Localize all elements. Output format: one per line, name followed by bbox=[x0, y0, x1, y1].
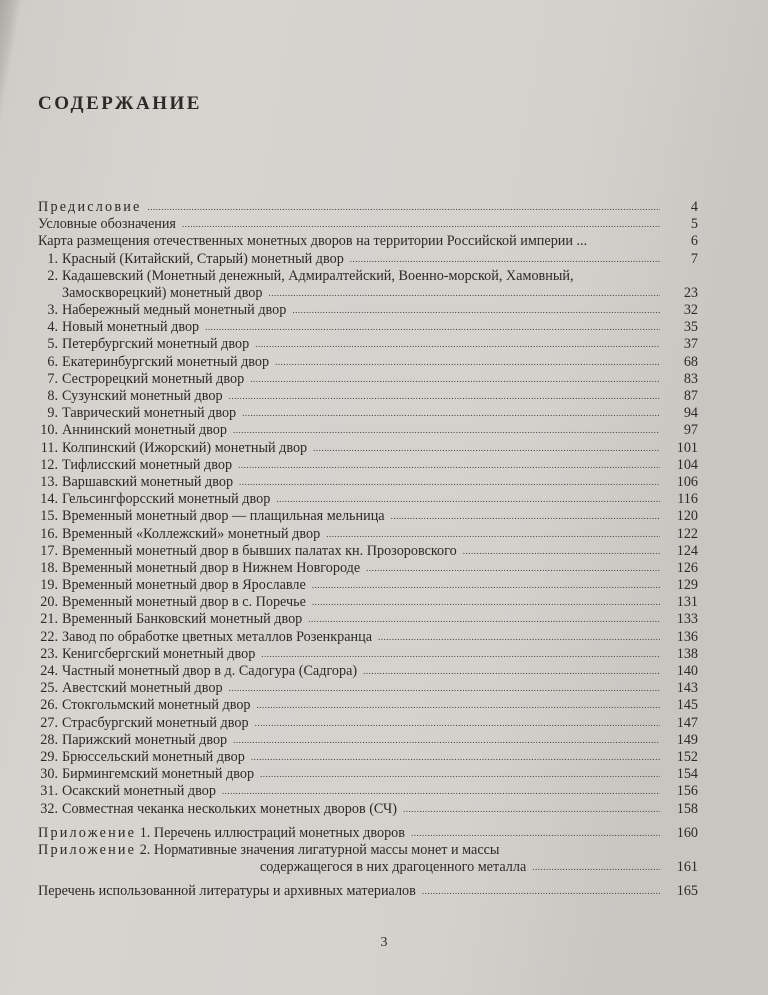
entry-title: Авестский монетный двор bbox=[62, 680, 223, 697]
leader-dots bbox=[312, 594, 660, 611]
toc-entry bbox=[38, 319, 698, 336]
entry-title: Осакский монетный двор bbox=[62, 783, 216, 800]
entry-page: 140 bbox=[676, 663, 698, 680]
leader-dots bbox=[268, 285, 660, 302]
toc-entry bbox=[38, 825, 698, 842]
entry-number: 29. bbox=[40, 748, 58, 765]
toc-entry bbox=[38, 715, 698, 732]
entry-page: 149 bbox=[676, 731, 698, 748]
toc-entry bbox=[38, 663, 698, 680]
leader-dots bbox=[422, 883, 660, 900]
entry-page: 143 bbox=[676, 680, 698, 697]
entry-label bbox=[38, 457, 232, 474]
entry-number: 9. bbox=[47, 405, 58, 422]
entry-title: Временный монетный двор — плащильная мельница bbox=[62, 508, 385, 525]
leader-dots bbox=[411, 825, 660, 842]
entry-number: 27. bbox=[40, 714, 58, 731]
leader-dots bbox=[205, 319, 660, 336]
entry-label bbox=[38, 783, 216, 800]
entry-label bbox=[38, 629, 372, 646]
leader-dots bbox=[261, 646, 660, 663]
leader-dots bbox=[229, 680, 660, 697]
entry-label bbox=[38, 302, 286, 319]
entry-page: 156 bbox=[676, 783, 698, 800]
entry-page: 161 bbox=[676, 859, 698, 876]
entry-title: Петербургский монетный двор bbox=[62, 336, 250, 353]
toc-entry bbox=[38, 749, 698, 766]
entry-number: 12. bbox=[40, 456, 58, 473]
entry-label bbox=[38, 388, 223, 405]
entry-label bbox=[38, 577, 306, 594]
entry-label bbox=[38, 766, 254, 783]
table-of-contents bbox=[38, 199, 698, 901]
leader-dots bbox=[242, 405, 660, 422]
entry-title: Таврический монетный двор bbox=[62, 405, 237, 422]
entry-label bbox=[38, 842, 499, 859]
leader-dots bbox=[312, 577, 660, 594]
toc-entry bbox=[38, 285, 698, 302]
entry-title: Условные обозначения bbox=[38, 216, 176, 233]
entry-title: Тифлисский монетный двор bbox=[62, 456, 233, 473]
entry-number: 3. bbox=[47, 302, 58, 319]
entry-page: 145 bbox=[676, 697, 698, 714]
entry-number: 30. bbox=[40, 766, 58, 783]
entry-page: 116 bbox=[677, 491, 698, 508]
entry-page: 94 bbox=[683, 405, 698, 422]
entry-title: Стокгольмский монетный двор bbox=[62, 697, 251, 714]
entry-page: 136 bbox=[676, 628, 698, 645]
entry-title: Сузунский монетный двор bbox=[62, 388, 223, 405]
toc-entry bbox=[38, 337, 698, 354]
entry-title: Колпинский (Ижорский) монетный двор bbox=[62, 439, 308, 456]
entry-page: 129 bbox=[676, 577, 698, 594]
entry-label bbox=[38, 732, 227, 749]
entry-label bbox=[38, 697, 251, 714]
toc-entry bbox=[38, 543, 698, 560]
toc-entry bbox=[38, 233, 698, 250]
toc-entry bbox=[38, 371, 698, 388]
entry-page: 124 bbox=[676, 542, 698, 559]
toc-entry bbox=[38, 560, 698, 577]
entry-page: 120 bbox=[676, 508, 698, 525]
entry-title: Временный монетный двор в бывших палатах кн. Прозоровского bbox=[62, 542, 457, 559]
entry-page: 87 bbox=[683, 388, 698, 405]
entry-page: 97 bbox=[683, 422, 698, 439]
entry-number: 15. bbox=[40, 508, 58, 525]
toc-entry bbox=[38, 842, 698, 859]
toc-entry bbox=[38, 732, 698, 749]
toc-entry bbox=[38, 457, 698, 474]
leader-dots bbox=[366, 560, 660, 577]
entry-title: Красный (Китайский, Старый) монетный двор bbox=[62, 250, 344, 267]
entry-label bbox=[38, 354, 269, 371]
entry-page: 154 bbox=[676, 766, 698, 783]
entry-title: Карта размещения отечественных монетных дворов на территории Российской империи ... bbox=[38, 233, 588, 250]
entry-label bbox=[38, 611, 302, 628]
entry-title: Сестрорецкий монетный двор bbox=[62, 370, 245, 387]
entry-number: 17. bbox=[40, 542, 58, 559]
entry-page: 158 bbox=[676, 800, 698, 817]
toc-entry bbox=[38, 474, 698, 491]
toc-entry bbox=[38, 594, 698, 611]
entry-number: 10. bbox=[40, 422, 58, 439]
entry-page: 131 bbox=[676, 594, 698, 611]
toc-entry bbox=[38, 199, 698, 216]
entry-title: Временный «Коллежский» монетный двор bbox=[62, 525, 321, 542]
entry-page: 152 bbox=[676, 748, 698, 765]
leader-dots bbox=[391, 508, 660, 525]
entry-number: 28. bbox=[40, 731, 58, 748]
entry-number: 21. bbox=[40, 611, 58, 628]
appendix-prefix: Приложение bbox=[38, 824, 137, 841]
entry-page: 165 bbox=[676, 883, 698, 900]
entry-number: 14. bbox=[40, 491, 58, 508]
entry-title: Завод по обработке цветных металлов Розенкранца bbox=[62, 628, 373, 645]
entry-number: 6. bbox=[47, 353, 58, 370]
entry-label bbox=[38, 715, 249, 732]
toc-entry bbox=[38, 783, 698, 800]
entry-label bbox=[38, 680, 223, 697]
entry-number: 11. bbox=[40, 439, 58, 456]
leader-dots bbox=[251, 749, 660, 766]
toc-entry bbox=[38, 629, 698, 646]
leader-dots bbox=[313, 440, 660, 457]
entry-label bbox=[38, 749, 245, 766]
leader-dots bbox=[233, 422, 660, 439]
entry-label bbox=[38, 199, 142, 216]
leader-dots bbox=[326, 526, 660, 543]
toc-entry bbox=[38, 697, 698, 714]
leader-dots bbox=[182, 216, 660, 233]
leader-dots bbox=[255, 715, 660, 732]
leader-dots bbox=[378, 629, 660, 646]
entry-title: Перечень использованной литературы и архивных материалов bbox=[38, 883, 416, 900]
entry-label bbox=[38, 663, 357, 680]
leader-dots bbox=[229, 388, 660, 405]
entry-title: Временный монетный двор в Нижнем Новгороде bbox=[62, 559, 361, 576]
entry-page: 23 bbox=[683, 284, 698, 301]
leader-dots bbox=[463, 543, 660, 560]
entry-title: 1. Перечень иллюстраций монетных дворов bbox=[139, 824, 405, 841]
toc-entry bbox=[38, 577, 698, 594]
entry-label bbox=[260, 859, 526, 876]
toc-entry bbox=[38, 612, 698, 629]
entry-title: Варшавский монетный двор bbox=[62, 473, 234, 490]
entry-page: 68 bbox=[683, 353, 698, 370]
entry-title: Гельсингфорсский монетный двор bbox=[62, 491, 271, 508]
entry-number: 19. bbox=[40, 577, 58, 594]
entry-number: 22. bbox=[40, 628, 58, 645]
entry-page: 7 bbox=[690, 250, 698, 267]
page-title: СОДЕРЖАНИЕ bbox=[38, 93, 202, 114]
entry-page: 133 bbox=[676, 611, 698, 628]
entry-label bbox=[38, 646, 255, 663]
entry-page: 101 bbox=[676, 439, 698, 456]
leader-dots bbox=[292, 302, 660, 319]
entry-number: 13. bbox=[40, 473, 58, 490]
toc-entry bbox=[38, 526, 698, 543]
entry-title: содержащегося в них драгоценного металла bbox=[260, 859, 527, 876]
entry-page: 126 bbox=[676, 559, 698, 576]
entry-page: 5 bbox=[690, 216, 698, 233]
entry-page: 104 bbox=[676, 456, 698, 473]
toc-entry bbox=[38, 422, 698, 439]
entry-title: 2. Нормативные значения лигатурной массы монет и массы bbox=[139, 841, 500, 858]
entry-page: 4 bbox=[690, 198, 698, 215]
toc-entry bbox=[38, 491, 698, 508]
entry-title: Екатеринбургский монетный двор bbox=[62, 353, 270, 370]
entry-title: Страсбургский монетный двор bbox=[62, 714, 249, 731]
entry-label bbox=[38, 491, 270, 508]
toc-entry bbox=[38, 801, 698, 818]
toc-entry bbox=[38, 251, 698, 268]
toc-entry bbox=[38, 859, 698, 876]
leader-dots bbox=[148, 199, 660, 216]
entry-label bbox=[38, 543, 457, 560]
leader-dots bbox=[260, 766, 660, 783]
leader-dots bbox=[238, 457, 660, 474]
entry-page: 32 bbox=[683, 302, 698, 319]
entry-label bbox=[38, 336, 249, 353]
leader-dots bbox=[250, 371, 660, 388]
spacer bbox=[38, 818, 698, 825]
leader-dots bbox=[350, 251, 660, 268]
toc-entry bbox=[38, 354, 698, 371]
entry-number: 18. bbox=[40, 559, 58, 576]
leader-dots bbox=[532, 859, 660, 876]
entry-number: 32. bbox=[40, 800, 58, 817]
leader-dots bbox=[403, 801, 660, 818]
entry-label bbox=[38, 268, 574, 285]
entry-title: Временный Банковский монетный двор bbox=[62, 611, 303, 628]
appendix-prefix: Приложение bbox=[38, 841, 137, 858]
leader-dots bbox=[222, 783, 660, 800]
page-number: 3 bbox=[380, 935, 388, 950]
entry-page: 37 bbox=[683, 336, 698, 353]
entry-label bbox=[38, 883, 416, 900]
toc-entry bbox=[38, 646, 698, 663]
entry-label bbox=[38, 474, 233, 491]
leader-dots bbox=[276, 491, 660, 508]
toc-entry bbox=[38, 508, 698, 525]
entry-label bbox=[38, 216, 176, 233]
entry-label bbox=[38, 251, 344, 268]
entry-number: 20. bbox=[40, 594, 58, 611]
entry-title: Парижский монетный двор bbox=[62, 731, 228, 748]
entry-title: Брюссельский монетный двор bbox=[62, 748, 245, 765]
entry-page: 160 bbox=[676, 824, 698, 841]
entry-title: Временный монетный двор в с. Поречье bbox=[62, 594, 306, 611]
entry-number: 16. bbox=[40, 525, 58, 542]
leader-dots bbox=[255, 336, 660, 353]
entry-label bbox=[38, 319, 199, 336]
entry-label bbox=[38, 233, 587, 250]
entry-number: 26. bbox=[40, 697, 58, 714]
entry-label bbox=[38, 594, 306, 611]
toc-entry bbox=[38, 216, 698, 233]
spacer bbox=[38, 876, 698, 883]
entry-title: Частный монетный двор в д. Садогура (Садгора) bbox=[62, 663, 358, 680]
entry-page: 83 bbox=[683, 370, 698, 387]
toc-entry bbox=[38, 883, 698, 900]
leader-dots bbox=[257, 697, 660, 714]
leader-dots bbox=[233, 732, 660, 749]
toc-entry bbox=[38, 405, 698, 422]
entry-page: 35 bbox=[683, 319, 698, 336]
entry-number: 23. bbox=[40, 645, 58, 662]
entry-page: 106 bbox=[676, 473, 698, 490]
entry-number: 5. bbox=[47, 336, 58, 353]
toc-entry bbox=[38, 680, 698, 697]
entry-number: 31. bbox=[40, 783, 58, 800]
entry-label bbox=[38, 422, 227, 439]
toc-entry bbox=[38, 440, 698, 457]
toc-entry bbox=[38, 268, 698, 285]
entry-title: Кадашевский (Монетный денежный, Адмиралтейский, Военно-морской, Хамовный, bbox=[62, 267, 574, 284]
entry-label bbox=[38, 508, 385, 525]
entry-number: 8. bbox=[47, 388, 58, 405]
toc-entry bbox=[38, 388, 698, 405]
entry-number: 7. bbox=[47, 370, 58, 387]
entry-title: Кенигсбергский монетный двор bbox=[62, 645, 256, 662]
leader-dots bbox=[275, 354, 660, 371]
toc-entry bbox=[38, 766, 698, 783]
entry-title: Замоскворецкий) монетный двор bbox=[62, 284, 263, 301]
leader-dots bbox=[363, 663, 660, 680]
entry-title: Новый монетный двор bbox=[62, 319, 200, 336]
entry-page: 147 bbox=[676, 714, 698, 731]
entry-label bbox=[38, 801, 397, 818]
entry-number: 4. bbox=[47, 319, 58, 336]
entry-number: 1. bbox=[47, 250, 58, 267]
entry-page: 122 bbox=[676, 525, 698, 542]
entry-label bbox=[38, 560, 360, 577]
entry-title: Временный монетный двор в Ярославле bbox=[62, 577, 306, 594]
entry-number: 24. bbox=[40, 663, 58, 680]
entry-label bbox=[38, 526, 320, 543]
entry-number: 2. bbox=[47, 267, 58, 284]
entry-label bbox=[38, 440, 307, 457]
entry-title: Аннинский монетный двор bbox=[62, 422, 227, 439]
toc-entry bbox=[38, 302, 698, 319]
entry-page: 138 bbox=[676, 645, 698, 662]
entry-page: 6 bbox=[690, 233, 698, 250]
entry-label bbox=[38, 825, 405, 842]
entry-label bbox=[62, 285, 262, 302]
leader-dots bbox=[239, 474, 660, 491]
entry-label bbox=[38, 405, 236, 422]
entry-number: 25. bbox=[40, 680, 58, 697]
entry-title: Набережный медный монетный двор bbox=[62, 302, 287, 319]
leader-dots bbox=[308, 611, 660, 628]
entry-title: Предисловие bbox=[38, 198, 142, 215]
entry-title: Бирмингемский монетный двор bbox=[62, 766, 255, 783]
entry-title: Совместная чеканка нескольких монетных дворов (СЧ) bbox=[62, 800, 397, 817]
entry-label bbox=[38, 371, 244, 388]
